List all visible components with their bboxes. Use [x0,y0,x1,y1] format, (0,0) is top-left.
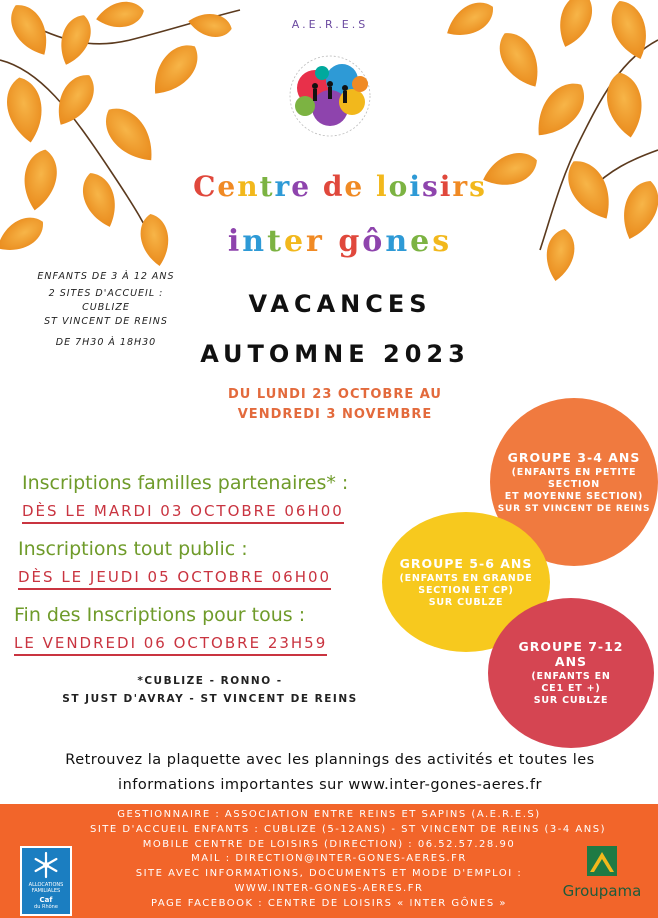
site-st-vincent: ST VINCENT DE REINS [44,316,168,327]
inscription-end [14,604,327,656]
footer-line: GESTIONNAIRE : ASSOCIATION ENTRE REINS ET SAPINS (A.E.R.E.S) [117,809,541,820]
groupama-emblem-icon [554,842,650,882]
title-letter: i [439,170,453,203]
title-letter: s [421,170,440,203]
centre-title [180,170,500,203]
title-letter: i [409,170,422,203]
group-sub: SECTION ET CP) [418,584,514,596]
caf-text-line1: ALLOCATIONS [28,882,64,888]
group-sub: SUR CUBLZE [428,596,504,608]
inscription-heading: Inscriptions tout public : [18,538,248,560]
title-letter: e [344,170,365,203]
footer-line: SITE D'ACCUEIL ENFANTS : CUBLIZE (5-12ANS) - ST VINCENT DE REINS (3-4 ANS) [90,823,606,835]
partner-towns [60,672,360,708]
aeres-logo [270,18,390,158]
title-letter [311,170,323,203]
title-letter: r [306,224,325,259]
caf-dept: du Rhône [34,904,58,910]
footer-line: MOBILE CENTRE DE LOISIRS (DIRECTION) : 06.52.57.28.90 [142,838,516,850]
title-letter: e [217,170,238,203]
paint-splash-icon [270,18,390,158]
title-letter: t [267,224,284,259]
footer-line: MAIL : DIRECTION@INTER-GONES-AERES.FR [191,853,467,865]
title-letter: s [432,224,453,259]
title-letter: ô [362,224,386,259]
hours-text: DE 7H30 À 18H30 [55,337,157,348]
inscription-partners [22,472,348,524]
plaquette-text [20,748,640,798]
title-letter: e [291,170,312,203]
group-sub: (ENFANTS EN PETITE [511,466,637,478]
title-letter: g [338,224,363,259]
logo-acronym: A.E.R.E.S [291,18,369,31]
vacances-heading: VACANCES [248,290,432,318]
title-letter: d [322,170,345,203]
group-7-12-circle [488,598,654,748]
side-info [16,268,196,351]
inscription-date: DÈS LE MARDI 03 OCTOBRE 06H00 [22,502,344,524]
group-sub: SUR CUBLZE [533,695,609,706]
dates-line1: DU LUNDI 23 OCTOBRE AU [228,387,442,402]
vacation-dates [190,385,480,425]
title-letter: C [193,170,218,203]
inscription-heading: Inscriptions familles partenaires* : [22,472,349,494]
group-title: GROUPE 3-4 ANS [507,449,641,465]
group-title: GROUPE 7-12 [518,639,624,654]
groupama-logo [554,842,650,914]
title-letter: s [469,170,487,203]
partner-towns-line1: *CUBLIZE - RONNO - [137,675,283,687]
group-sub: SECTION [548,478,600,490]
partner-towns-line2: ST JUST D'AVRAY - ST VINCENT DE REINS [62,693,358,705]
inscription-date: DÈS LE JEUDI 05 OCTOBRE 06H00 [18,568,331,590]
title-letter: r [452,170,470,203]
inscription-heading: Fin des Inscriptions pour tous : [14,604,306,626]
footer-line: PAGE FACEBOOK : CENTRE DE LOISIRS « INTER GÔNES » [151,897,507,909]
group-sub: ET MOYENNE SECTION) [504,490,644,502]
caf-name: Caf [39,896,53,904]
dates-line2: VENDREDI 3 NOVEMBRE [237,407,433,422]
snowflake-icon [22,848,70,882]
plaquette-line2: informations importantes sur www.inter-gones-aeres.fr [118,777,542,793]
caf-alloc-text [22,882,70,894]
ages-text: ENFANTS DE 3 À 12 ANS [37,271,175,282]
title-letter: e [283,224,307,259]
title-letter: n [385,224,411,259]
groupama-name: Groupama [562,882,642,900]
title-letter: n [242,224,268,259]
caf-text-line2: FAMILIALES [31,888,61,894]
title-letter: l [376,170,389,203]
inscription-public [18,538,331,590]
caf-logo [20,846,72,916]
title-letter: n [237,170,260,203]
group-title: GROUPE 5-6 ANS [399,555,533,571]
inter-gones-title [200,224,480,259]
footer-line: SITE AVEC INFORMATIONS, DOCUMENTS ET MODE D'EMPLOI : [135,868,523,880]
title-letter: t [259,170,275,203]
sites-text: 2 SITES D'ACCUEIL : [48,288,164,299]
group-sub: SUR ST VINCENT DE REINS [497,503,651,514]
site-cublize: CUBLIZE [82,302,130,313]
inscription-date: LE VENDREDI 06 OCTOBRE 23H59 [14,634,327,656]
title-letter: i [227,224,243,259]
title-letter: r [274,170,292,203]
group-sub: (ENFANTS EN GRANDE [399,572,533,584]
plaquette-line1: Retrouvez la plaquette avec les plannings des activités et toutes les [65,752,595,768]
title-letter [325,224,338,259]
title-letter: o [388,170,410,203]
automne-heading: AUTOMNE 2023 [200,340,470,368]
title-letter: e [410,224,433,259]
group-sub: CE1 ET +) [541,683,601,694]
group-title-2: ANS [554,654,588,669]
group-sub: (ENFANTS EN [531,671,611,682]
footer-line: WWW.INTER-GONES-AERES.FR [234,882,424,894]
title-letter [364,170,376,203]
